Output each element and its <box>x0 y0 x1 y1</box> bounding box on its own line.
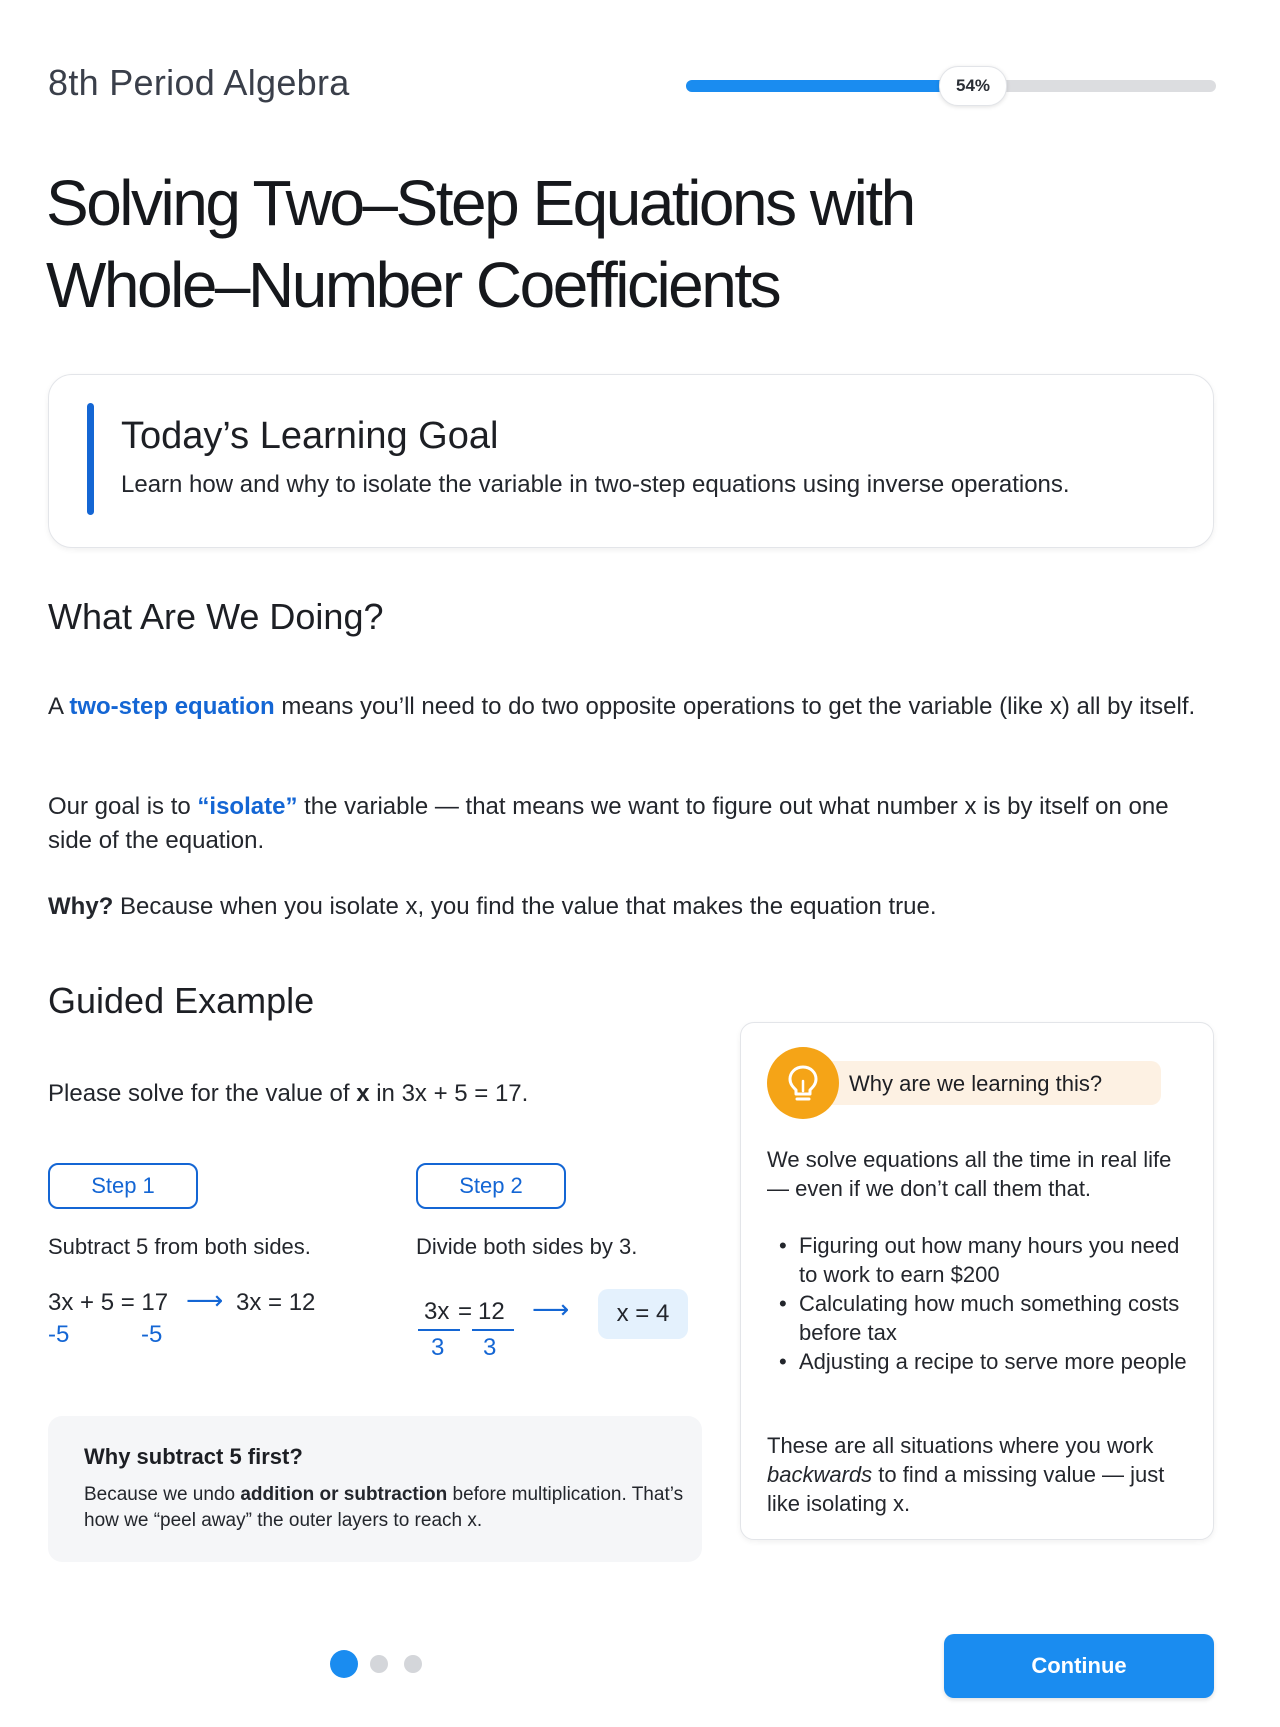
list-item: • Calculating how much something costs before tax <box>767 1289 1187 1347</box>
step-1-arrow-icon: ⟶ <box>186 1285 224 1315</box>
step-1-result: 3x = 12 <box>236 1289 316 1316</box>
list-item: • Figuring out how many hours you need to work to earn $200 <box>767 1231 1187 1289</box>
why-text-prefix: Because we undo <box>84 1484 241 1505</box>
goal-accent-bar <box>87 403 94 515</box>
step-2-answer: x = 4 <box>598 1289 688 1339</box>
step-2-equals: = <box>458 1298 473 1325</box>
step-1-button[interactable]: Step 1 <box>48 1163 198 1209</box>
step-2-numerator-left: 3x <box>424 1298 450 1325</box>
step-2-denominator-right: 3 <box>483 1334 497 1361</box>
step-1-subtract-right: -5 <box>141 1321 163 1348</box>
page-dot-3[interactable] <box>404 1655 422 1673</box>
step-1-subtract-left: -5 <box>48 1321 70 1348</box>
why-label: Why? <box>48 893 114 920</box>
example-prompt <box>48 1080 528 1108</box>
p1-rest: means you’ll need to do two opposite operations to get the variable (like x) all by itself. <box>274 693 1196 720</box>
outro-rest: to find a missing value — just like isolating x. <box>767 1462 1165 1516</box>
learning-goal-card <box>48 374 1214 548</box>
paragraph-why <box>48 890 1208 924</box>
paragraph-isolate <box>48 790 1208 858</box>
why-learning-outro <box>767 1431 1197 1518</box>
why-learning-card <box>740 1022 1214 1540</box>
header <box>48 62 1216 110</box>
why-subtract-text <box>84 1482 684 1534</box>
step-1-description: Subtract 5 from both sides. <box>48 1234 311 1259</box>
goal-text: Learn how and why to isolate the variable in two-step equations using inverse operations. <box>121 471 1070 498</box>
progress-bar <box>686 76 1216 95</box>
page-title <box>46 162 1026 326</box>
why-learning-title: Why are we learning this? <box>849 1071 1103 1096</box>
progress-badge: 54% <box>939 66 1007 106</box>
outro-emphasis: backwards <box>767 1462 873 1487</box>
prompt-variable: x <box>356 1080 370 1107</box>
step-2-fraction-bar-right <box>472 1329 514 1331</box>
why-text-rest: before multiplication. That’s how we “peel away” the outer layers to reach x. <box>84 1484 684 1531</box>
course-title: 8th Period Algebra <box>48 62 350 103</box>
step-2-arrow-icon: ⟶ <box>532 1294 570 1324</box>
step-2-description: Divide both sides by 3. <box>416 1234 638 1259</box>
p2-prefix: Our goal is to <box>48 793 198 820</box>
progress-fill <box>686 80 972 92</box>
list-item: • Adjusting a recipe to serve more people <box>767 1347 1187 1376</box>
goal-title: Today’s Learning Goal <box>121 415 499 457</box>
step-2-numerator-right: 12 <box>478 1298 505 1325</box>
term-two-step-equation: two-step equation <box>69 693 275 720</box>
step-1-equation: 3x + 5 = 17 <box>48 1289 169 1316</box>
lightbulb-icon <box>767 1047 839 1119</box>
why-subtract-box <box>48 1416 702 1562</box>
real-life-examples-list <box>767 1231 1187 1376</box>
why-learning-intro: We solve equations all the time in real life — even if we don’t call them that. <box>767 1147 1172 1201</box>
page-dot-2[interactable] <box>370 1655 388 1673</box>
p2-rest: the variable — that means we want to figure out what number x is by itself on one side of the equation. <box>48 793 1169 854</box>
outro-prefix: These are all situations where you work <box>767 1433 1154 1458</box>
prompt-rest: in 3x + 5 = 17. <box>369 1080 529 1107</box>
why-subtract-title: Why subtract 5 first? <box>84 1444 303 1469</box>
p3-rest: Because when you isolate x, you find the value that makes the equation true. <box>113 893 937 920</box>
section-heading-what: What Are We Doing? <box>48 596 384 637</box>
page-title-line-2: Whole–Number Coefficients <box>46 249 780 321</box>
term-isolate: “isolate” <box>197 793 298 820</box>
step-2-denominator-left: 3 <box>431 1334 445 1361</box>
continue-button[interactable]: Continue <box>944 1634 1214 1698</box>
prompt-prefix: Please solve for the value of <box>48 1080 357 1107</box>
p1-prefix: A <box>48 693 70 720</box>
page-dot-1[interactable] <box>330 1650 358 1678</box>
why-text-bold: addition or subtraction <box>240 1484 448 1505</box>
step-2-button[interactable]: Step 2 <box>416 1163 566 1209</box>
paragraph-two-step <box>48 690 1208 724</box>
section-heading-guided: Guided Example <box>48 980 315 1021</box>
lightbulb-icon-svg <box>767 1047 839 1119</box>
step-2-fraction-bar-left <box>418 1329 460 1331</box>
page-title-line-1: Solving Two–Step Equations with <box>46 167 914 239</box>
